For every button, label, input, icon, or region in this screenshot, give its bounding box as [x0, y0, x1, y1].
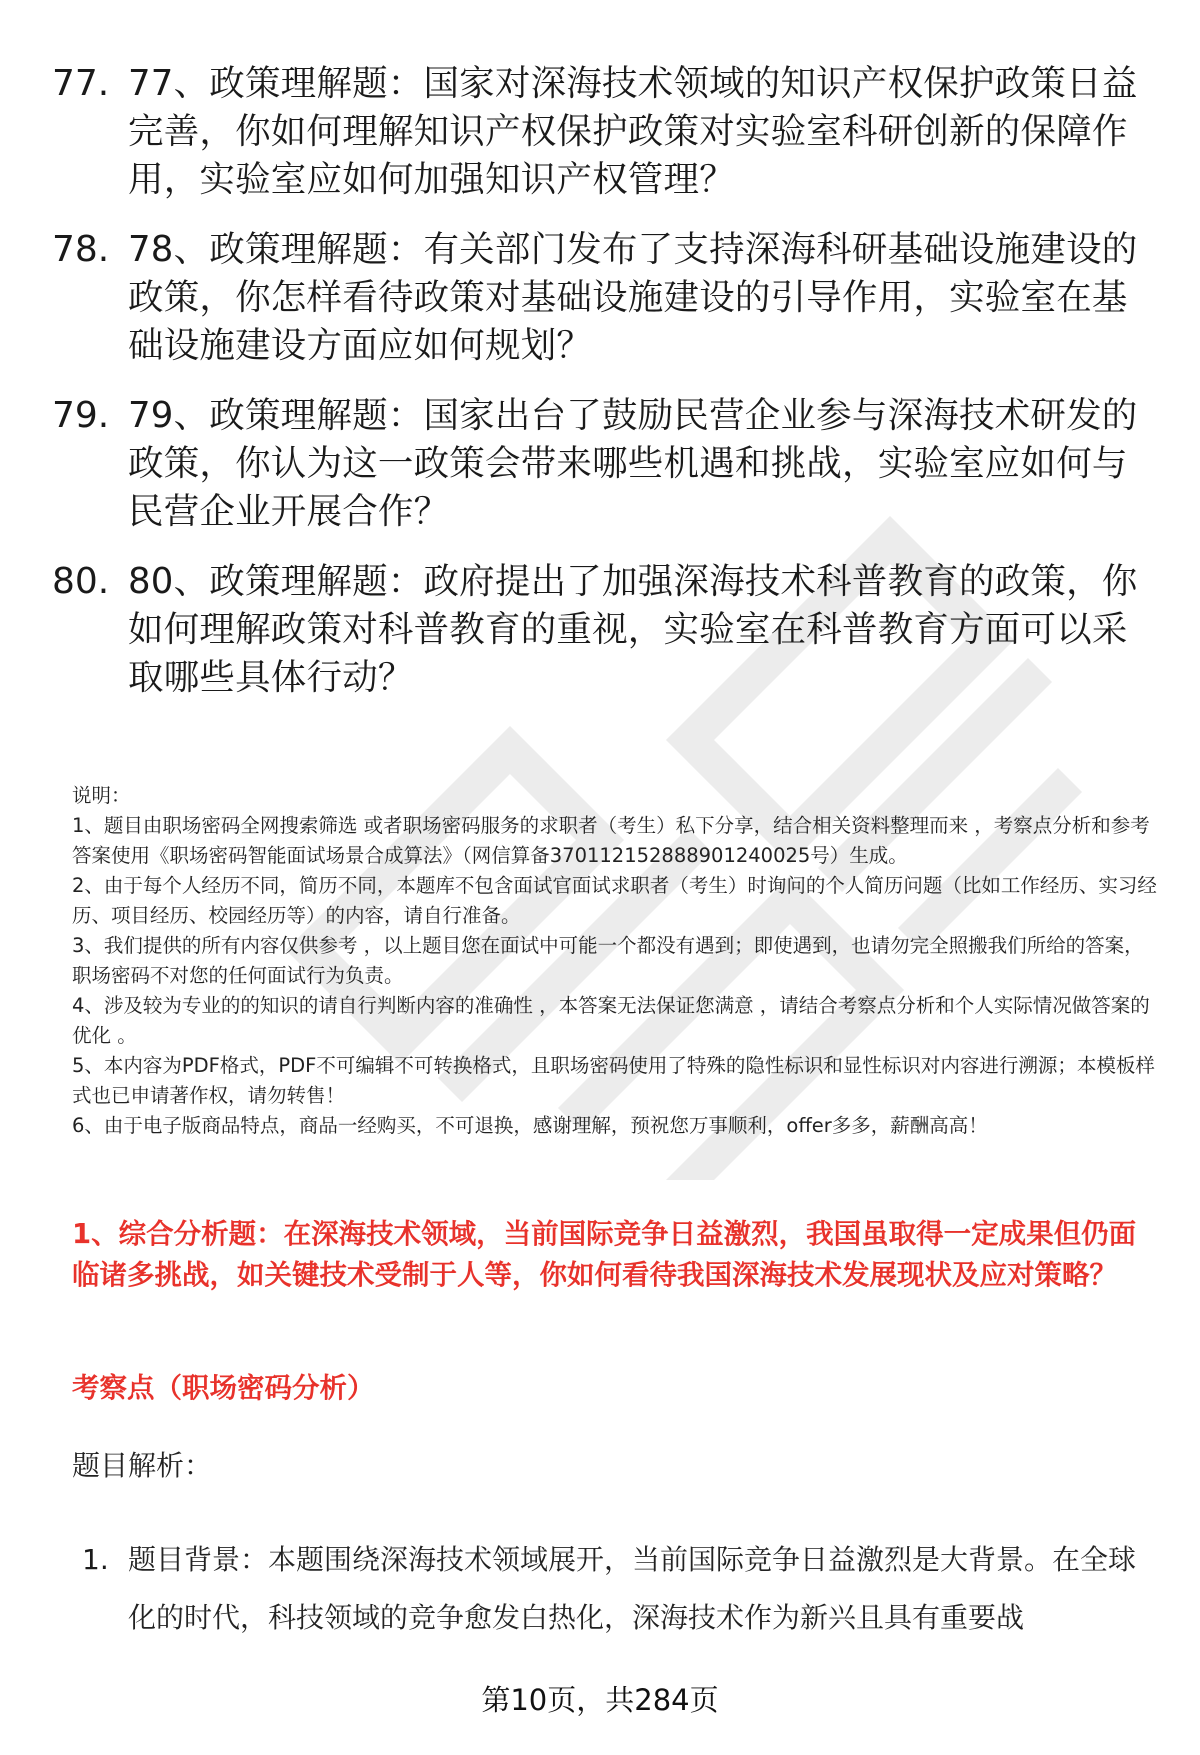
note-item: 3、我们提供的所有内容仅供参考 ，以上题目您在面试中可能一个都没有遇到；即使遇到，也请勿完全照搬我们所给的答案，职场密码不对您的任何面试行为负责。 [72, 934, 1144, 987]
notes-title: 说明： [72, 784, 131, 807]
note-item: 6、由于电子版商品特点，商品一经购买，不可退换，感谢理解，预祝您万事顺利，offer多多，薪酬高高！ [72, 1114, 988, 1137]
list-item [52, 226, 1162, 370]
list-number: 77. [52, 63, 110, 104]
page-footer: 第10页，共284页 [481, 1683, 719, 1717]
section-subtitle: 考察点（职场密码分析） [72, 1372, 375, 1404]
analysis-point-text: 题目背景：本题围绕深海技术领域展开，当前国际竞争日益激烈是大背景。在全球化的时代，科技领域的竞争愈发白热化，深海技术作为新兴且具有重要战 [128, 1543, 1137, 1634]
note-item: 5、本内容为PDF格式，PDF不可编辑不可转换格式，且职场密码使用了特殊的隐性标识和显性标识对内容进行溯源；本模板样式也已申请著作权，请勿转售！ [72, 1054, 1155, 1107]
note-item: 4、涉及较为专业的的知识的请自行判断内容的准确性 ，本答案无法保证您满意 ，请结合考察点分析和个人实际情况做答案的优化 。 [72, 994, 1150, 1047]
list-item [52, 60, 1162, 204]
list-number: 1. [82, 1543, 109, 1576]
question-text: 77、政策理解题：国家对深海技术领域的知识产权保护政策日益完善，你如何理解知识产权保护政策对实验室科研创新的保障作用，实验室应如何加强知识产权管理？ [128, 63, 1138, 200]
note-item: 1、题目由职场密码全网搜索筛选 或者职场密码服务的求职者（考生）私下分享，结合相关资料整理而来 ，考察点分析和参考答案使用《职场密码智能面试场景合成算法》（网信算备370112152888901240025号）生成。 [72, 814, 1150, 867]
list-item [52, 558, 1162, 702]
list-number: 80. [52, 561, 110, 602]
question-text: 80、政策理解题：政府提出了加强深海技术科普教育的政策，你如何理解政策对科普教育的重视，实验室在科普教育方面可以采取哪些具体行动？ [128, 561, 1138, 698]
question-text: 78、政策理解题：有关部门发布了支持深海科研基础设施建设的政策，你怎样看待政策对基础设施建设的引导作用，实验室在基础设施建设方面应如何规划？ [128, 229, 1138, 366]
question-text: 79、政策理解题：国家出台了鼓励民营企业参与深海技术研发的政策，你认为这一政策会带来哪些机遇和挑战，实验室应如何与民营企业开展合作？ [128, 395, 1138, 532]
list-number: 78. [52, 229, 110, 270]
question-list [52, 60, 1162, 724]
disclaimer-notes [72, 781, 1162, 1141]
list-item [52, 392, 1162, 536]
note-item: 2、由于每个人经历不同，简历不同，本题库不包含面试官面试求职者（考生）时询问的个人简历问题（比如工作经历、实习经历、项目经历、校园经历等）的内容，请自行准备。 [72, 874, 1157, 927]
section-question: 1、综合分析题：在深海技术领域，当前国际竞争日益激烈，我国虽取得一定成果但仍面临诸多挑战，如关键技术受制于人等，你如何看待我国深海技术发展现状及应对策略？ [72, 1218, 1137, 1291]
list-number: 79. [52, 395, 110, 436]
analysis-point [82, 1531, 1162, 1647]
analysis-title: 题目解析： [72, 1449, 213, 1482]
